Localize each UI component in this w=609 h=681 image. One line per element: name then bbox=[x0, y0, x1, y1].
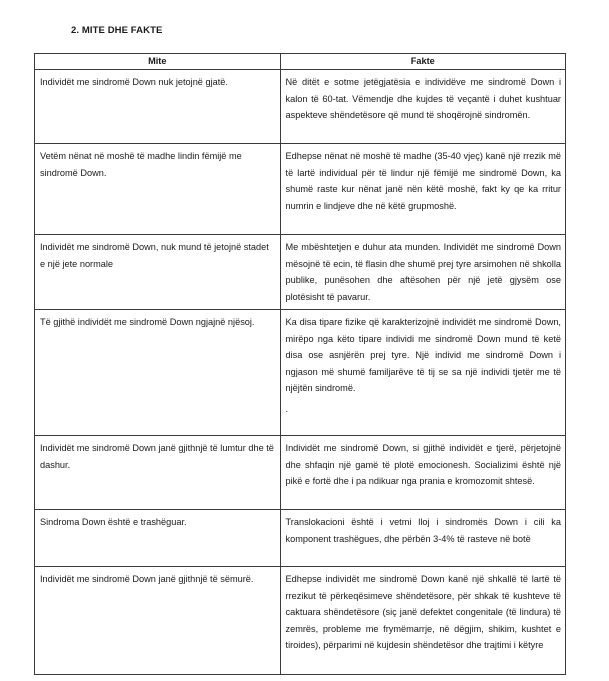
table-row bbox=[35, 310, 566, 436]
fact-cell: Translokacioni është i vetmi lloj i sindromës Down i cili ka komponent trashëgues, dhe përbën 3-4% të rasteve në botë bbox=[280, 510, 565, 567]
fact-text: Ka disa tipare fizike që karakterizojnë individët me sindromë Down, mirëpo nga këto tipare individi me sindromë Down mund të ketë disa ose asnjërën prej tyre. Një individ me sindromë Down i ngjason më shumë familjarëve të tij se sa një individi tjetër me të njëjtën sindromë. bbox=[285, 317, 561, 393]
myth-cell: Individët me sindromë Down, nuk mund të jetojnë stadet e një jete normale bbox=[35, 235, 281, 310]
fact-cell: Në ditët e sotme jetëgjatësia e individëve me sindromë Down i kalon të 60-tat. Vëmendje dhe kujdes të veçantë i duhet kushtuar aspekteve shëndetësore që mund të shoqërojnë sindromën. bbox=[280, 70, 565, 144]
fact-cell: Edhepse nënat në moshë të madhe (35-40 vjeç) kanë një rrezik më të lartë individual për të lindur një fëmijë me sindromë Down, ka shumë raste kur nënat janë nën këtë moshë, fakt ky qe ka rritur numrin e lindjeve dhe në këtë grupmoshë. bbox=[280, 144, 565, 235]
myth-cell: Të gjithë individët me sindromë Down ngjajnë njësoj. bbox=[35, 310, 281, 436]
table-header-row bbox=[35, 54, 566, 70]
section-heading: 2. MITE DHE FAKTE bbox=[71, 25, 163, 36]
myth-cell: Individët me sindromë Down nuk jetojnë gjatë. bbox=[35, 70, 281, 144]
table-row bbox=[35, 567, 566, 675]
myths-facts-table bbox=[34, 53, 566, 675]
column-header-myth: Mite bbox=[35, 54, 281, 70]
table-row bbox=[35, 436, 566, 510]
myth-cell: Vetëm nënat në moshë të madhe lindin fëmijë me sindromë Down. bbox=[35, 144, 281, 235]
table-row bbox=[35, 70, 566, 144]
table-row bbox=[35, 235, 566, 310]
fact-cell: Me mbështetjen e duhur ata munden. Individët me sindromë Down mësojnë të ecin, të flasin dhe shumë prej tyre arsimohen në shkolla publike, punësohen dhe aftësohen për një jetë gjysëm ose plotësisht të pavarur. bbox=[280, 235, 565, 310]
table-row bbox=[35, 144, 566, 235]
fact-cell bbox=[280, 310, 565, 436]
myth-cell: Individët me sindromë Down janë gjithnjë të lumtur dhe të dashur. bbox=[35, 436, 281, 510]
fact-extra-mark: . bbox=[285, 403, 289, 414]
fact-cell: Edhepse individët me sindromë Down kanë një shkallë të lartë të rrezikut të përkeqësimeve shëndetësore, për shkak të kushteve të caktuara shëndetësore (siç janë defektet congenitale (të lindura) të zemrës, probleme me frymëmarrje, në dëgjim, shikim, kushtet e tiroides), përparimi në kujdesin shëndetësor dhe trajtimi i këtyre bbox=[280, 567, 565, 675]
myth-cell: Individët me sindromë Down janë gjithnjë të sëmurë. bbox=[35, 567, 281, 675]
table-row bbox=[35, 510, 566, 567]
myth-cell: Sindroma Down është e trashëguar. bbox=[35, 510, 281, 567]
fact-cell: Individët me sindromë Down, si gjithë individët e tjerë, përjetojnë dhe shfaqin një gamë të plotë emocionesh. Socializimi është një pikë e fortë dhe i pa ndikuar nga prania e kromozomit shtesë. bbox=[280, 436, 565, 510]
column-header-fact: Fakte bbox=[280, 54, 565, 70]
